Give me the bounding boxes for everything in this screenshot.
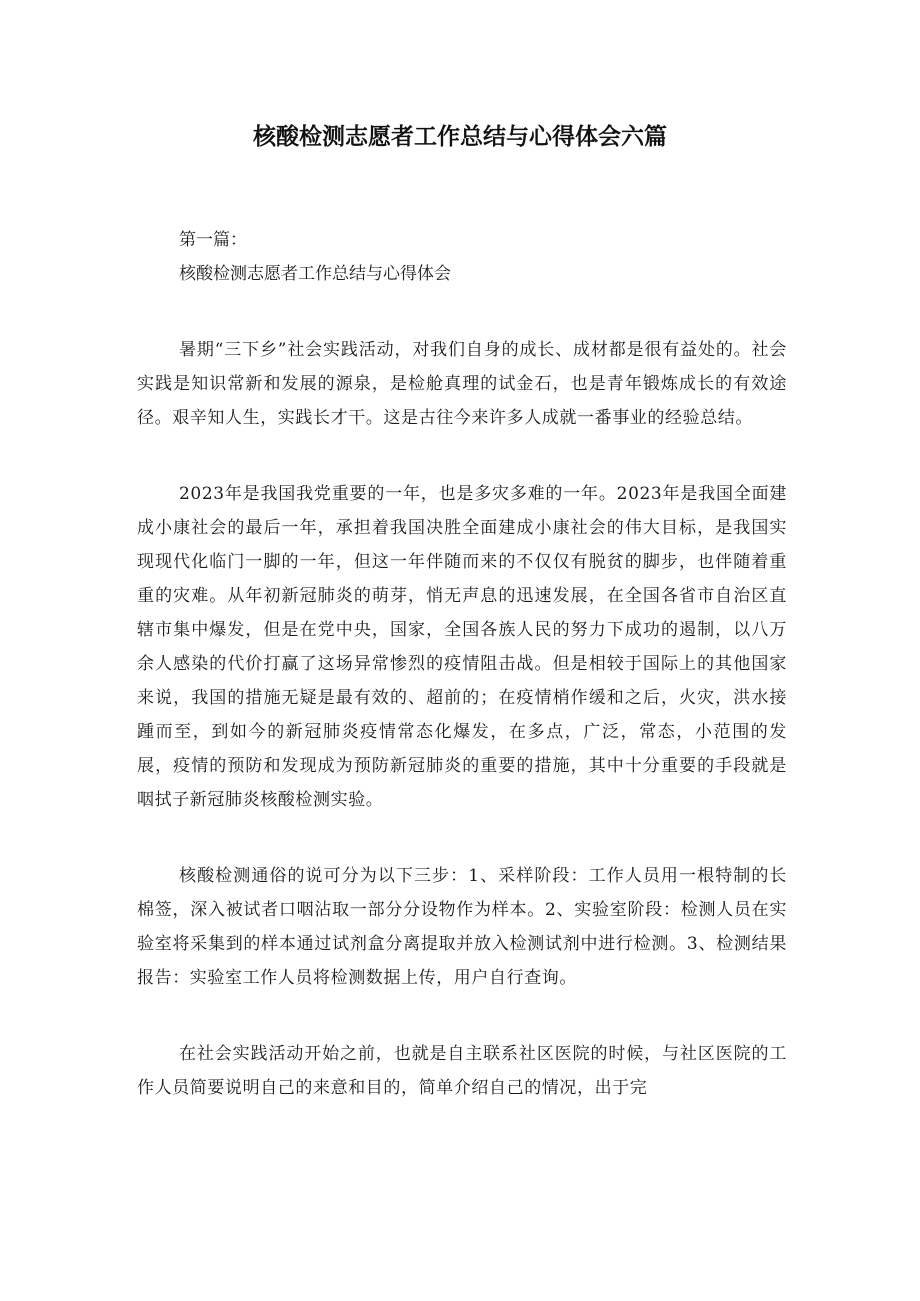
section-label: 第一篇： [179,230,247,250]
paragraph-3: 核酸检测通俗的说可分为以下三步：1、采样阶段：工作人员用一根特制的长棉签，深入被试者口咽沾取一部分分设物作为样本。2、实验室阶段：检测人员在实验室将采集到的样本通过试剂盒分离提取并放入检测试剂中进行检测。3、检测结果报告：实验室工作人员将检测数据上传，用户自行查询。 [137,866,787,988]
section-subtitle: 核酸检测志愿者工作总结与心得体会 [179,264,451,284]
paragraph-2: 2023年是我国我党重要的一年，也是多灾多难的一年。2023年是我国全面建成小康社会的最后一年，承担着我国决胜全面建成小康社会的伟大目标，是我国实现现代化临门一脚的一年，但这一年伴随而来的不仅仅有脱贫的脚步，也伴随着重重的灾难。从年初新冠肺炎的萌芽，悄无声息的迅速发展，在全国各省市自治区直辖市集中爆发，但是在党中央，国家，全国各族人民的努力下成功的遏制，以八万余人感染的代价打赢了这场异常惨烈的疫情阻击战。但是相较于国际上的其他国家来说，我国的措施无疑是最有效的、超前的；在疫情梢作缓和之后，火灾，洪水接踵而至，到如今的新冠肺炎疫情常态化爆发，在多点，广泛，常态，小范围的发展，疫情的预防和发现成为预防新冠肺炎的重要的措施，其中十分重要的手段就是咽拭子新冠肺炎核酸检测实验。 [137,484,787,810]
paragraph-1: 暑期“三下乡”社会实践活动，对我们自身的成长、成材都是很有益处的。社会实践是知识常新和发展的源泉，是检舱真理的试金石，也是青年锻炼成长的有效途径。艰辛知人生，实践长才干。这是古往今来许多人成就一番事业的经验总结。 [137,340,787,428]
document-body [137,223,787,1147]
paragraph-4: 在社会实践活动开始之前，也就是自主联系社区医院的时候，与社区医院的工作人员简要说明自己的来意和目的，简单介绍自己的情况，出于完 [137,1044,787,1098]
page-title: 核酸检测志愿者工作总结与心得体会六篇 [253,124,667,150]
